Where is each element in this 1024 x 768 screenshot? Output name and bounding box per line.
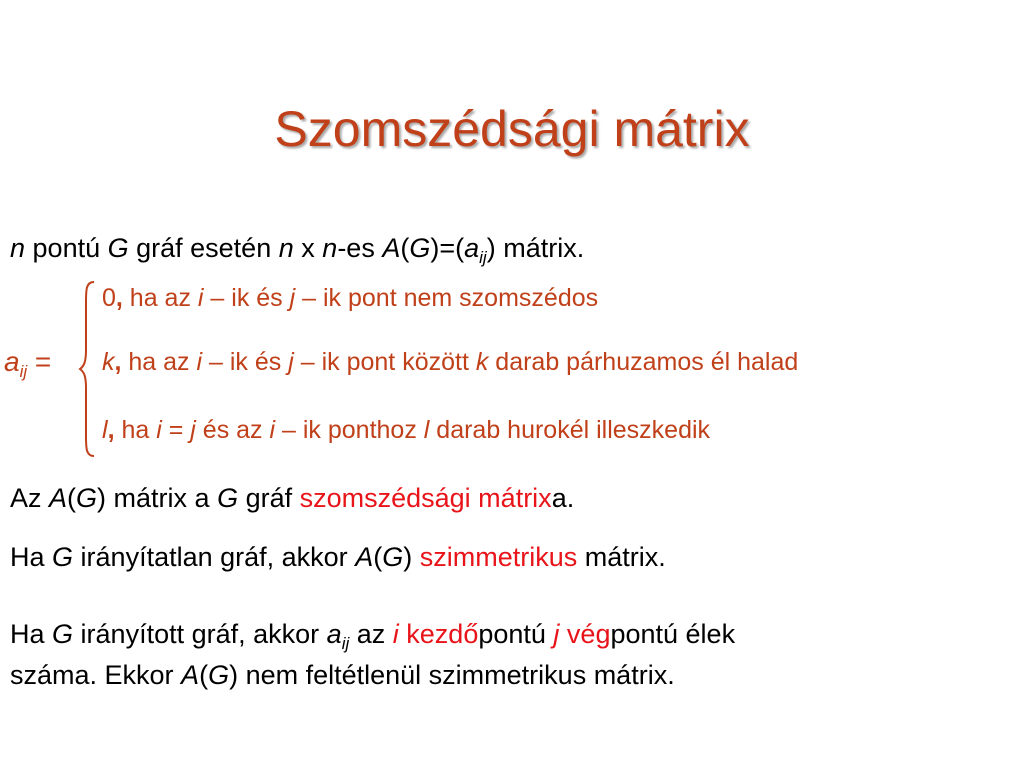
text: irányított gráf, akkor bbox=[73, 619, 327, 649]
var-l: l bbox=[423, 416, 430, 444]
var-a: a bbox=[4, 346, 20, 377]
highlight-term: szomszédsági mátrix bbox=[299, 483, 552, 513]
text: Az bbox=[10, 483, 50, 513]
case-value: 0 bbox=[102, 284, 116, 312]
text: ( bbox=[199, 660, 209, 690]
slide-title: Szomszédsági mátrix bbox=[274, 101, 750, 157]
text: )=( bbox=[430, 233, 465, 263]
text: gráf esetén bbox=[128, 233, 279, 263]
text: ( bbox=[373, 542, 383, 572]
var-G: G bbox=[52, 619, 74, 649]
var-n: n bbox=[322, 233, 338, 263]
var-k: k bbox=[475, 348, 489, 376]
var-i: i bbox=[392, 619, 399, 649]
text: ha bbox=[114, 416, 157, 444]
text: -es bbox=[337, 233, 383, 263]
text: az bbox=[349, 619, 393, 649]
undirected-line bbox=[10, 541, 666, 573]
case-row bbox=[102, 284, 598, 313]
var-n: n bbox=[278, 233, 294, 263]
text: – ik és bbox=[203, 284, 290, 312]
var-i: i bbox=[156, 416, 162, 444]
subscript-ij: ij bbox=[341, 634, 350, 653]
case-comma: , bbox=[115, 284, 123, 312]
text: ) bbox=[229, 660, 239, 690]
text: ( bbox=[400, 233, 410, 263]
text: Ha bbox=[10, 542, 53, 572]
subscript-ij: ij bbox=[19, 362, 28, 381]
var-A: A bbox=[355, 542, 374, 572]
text: ) bbox=[403, 542, 420, 572]
highlight-term: kezdő bbox=[398, 619, 479, 649]
text: pontú élek bbox=[610, 619, 736, 649]
directed-line-continued bbox=[10, 659, 675, 691]
text: mátrix. bbox=[577, 542, 666, 572]
text: irányítatlan gráf, akkor bbox=[73, 542, 356, 572]
text: ha az bbox=[121, 348, 197, 376]
var-j: j bbox=[288, 348, 294, 376]
var-A: A bbox=[382, 233, 401, 263]
case-value: l bbox=[102, 416, 108, 444]
text: és az bbox=[195, 416, 270, 444]
var-n: n bbox=[10, 233, 26, 263]
text: Ha bbox=[10, 619, 53, 649]
case-value: k bbox=[102, 348, 115, 376]
case-row bbox=[102, 348, 798, 377]
var-j: j bbox=[190, 416, 196, 444]
definition-line bbox=[10, 232, 584, 274]
text: a. bbox=[551, 483, 575, 513]
case-row bbox=[102, 416, 710, 445]
case-comma: , bbox=[114, 348, 122, 376]
text: – ik és bbox=[202, 348, 289, 376]
formula-lhs bbox=[4, 346, 51, 382]
var-G: G bbox=[52, 542, 74, 572]
text: = bbox=[161, 416, 191, 444]
text: – ik pont között bbox=[293, 348, 476, 376]
highlight-term: szimmetrikus bbox=[419, 542, 578, 572]
text: ha az bbox=[122, 284, 198, 312]
text: gráf bbox=[238, 483, 300, 513]
case-comma: , bbox=[107, 416, 115, 444]
var-i: i bbox=[269, 416, 276, 444]
equals-sign: = bbox=[27, 346, 52, 377]
var-j: j bbox=[289, 284, 296, 312]
var-i: i bbox=[196, 348, 203, 376]
text: pontú bbox=[25, 233, 108, 263]
var-j: j bbox=[553, 619, 560, 649]
text: ) mátrix a bbox=[97, 483, 218, 513]
left-brace-icon bbox=[78, 280, 98, 458]
var-G: G bbox=[208, 660, 230, 690]
var-a: a bbox=[464, 233, 480, 263]
var-G: G bbox=[107, 233, 129, 263]
highlight-term: vég bbox=[559, 619, 611, 649]
text: nem feltétlenül szimmetrikus mátrix. bbox=[238, 660, 675, 690]
var-a: a bbox=[326, 619, 342, 649]
var-G: G bbox=[409, 233, 431, 263]
var-A: A bbox=[181, 660, 200, 690]
text: ) bbox=[486, 233, 496, 263]
var-i: i bbox=[197, 284, 204, 312]
var-G: G bbox=[217, 483, 239, 513]
text: – ik pont nem szomszédos bbox=[295, 284, 599, 312]
text: száma. Ekkor bbox=[10, 660, 182, 690]
var-G: G bbox=[382, 542, 404, 572]
adjacency-definition-line bbox=[10, 482, 574, 514]
subscript-ij: ij bbox=[479, 248, 487, 267]
text: – ik ponthoz bbox=[275, 416, 424, 444]
text: mátrix. bbox=[495, 233, 585, 263]
text: x bbox=[293, 233, 323, 263]
var-G: G bbox=[76, 483, 98, 513]
directed-line bbox=[10, 618, 735, 660]
var-A: A bbox=[49, 483, 68, 513]
text: ( bbox=[67, 483, 77, 513]
text: pontú bbox=[478, 619, 554, 649]
text: darab hurokél illeszkedik bbox=[429, 416, 711, 444]
text: darab párhuzamos él halad bbox=[488, 348, 799, 376]
